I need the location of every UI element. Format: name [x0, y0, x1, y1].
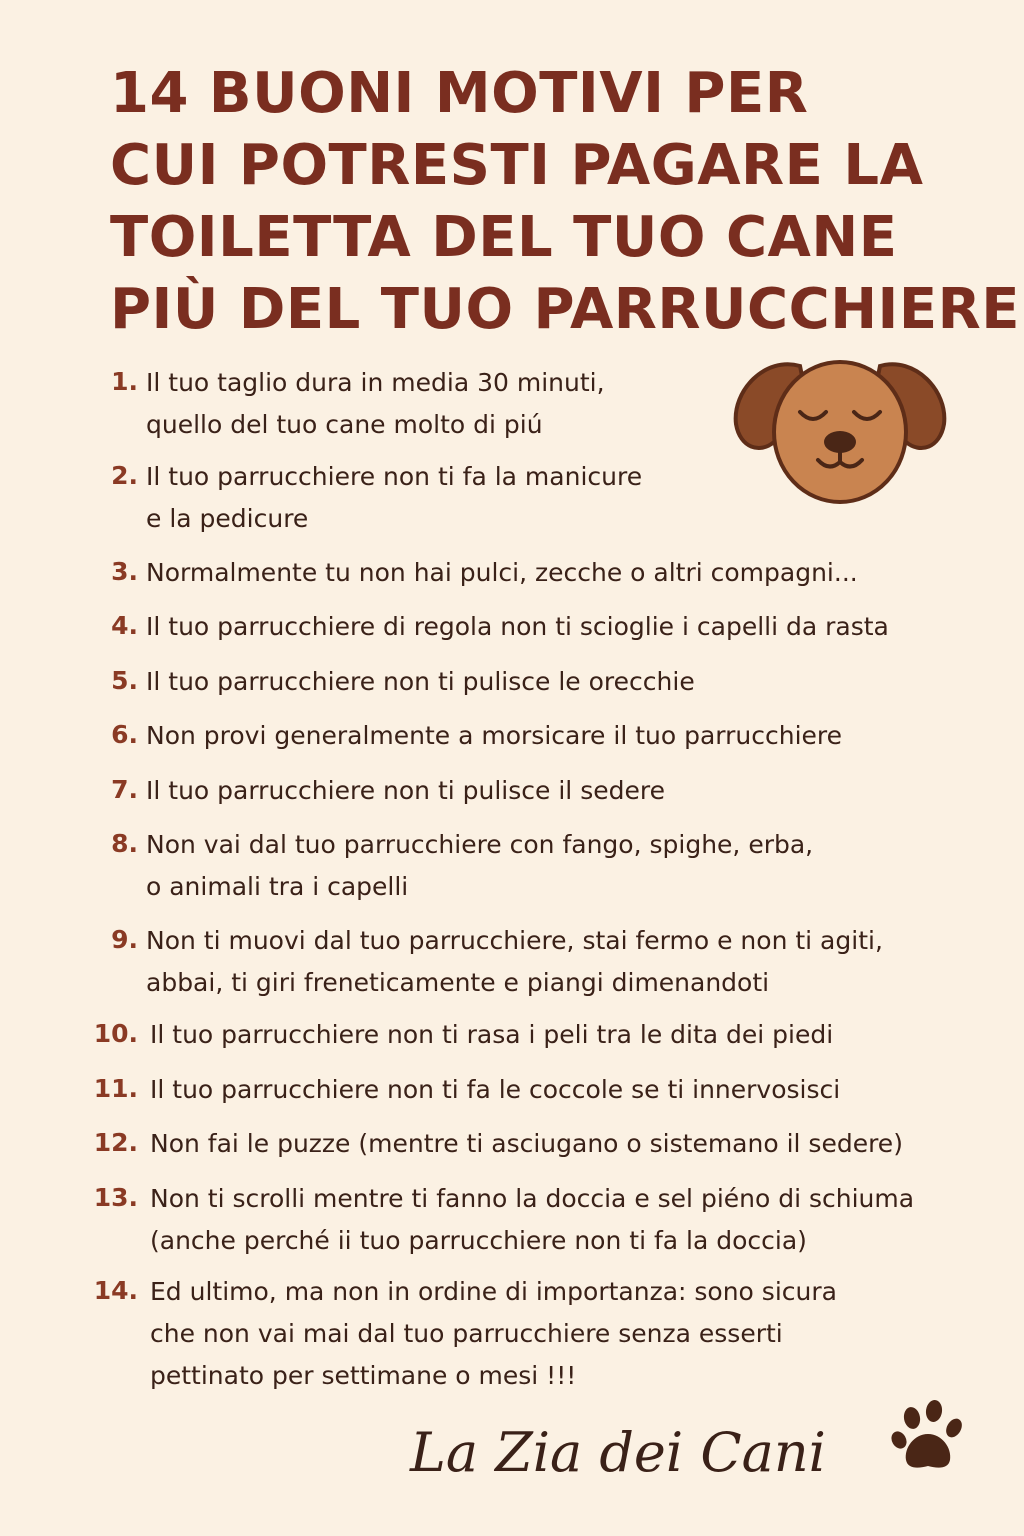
item-text: Non vai dal tuo parrucchiere con fango, spighe, erba, o animali tra i capelli	[146, 830, 814, 901]
item-text: Il tuo parrucchiere non ti rasa i peli tra le dita dei piedi	[150, 1020, 834, 1049]
item-text: Il tuo parrucchiere non ti pulisce il sedere	[146, 776, 665, 805]
item-text: Non fai le puzze (mentre ti asciugano o sistemano il sedere)	[150, 1129, 903, 1158]
item-number: 2.	[111, 461, 138, 490]
signature: La Zia dei Cani	[410, 1421, 826, 1484]
item-text: Normalmente tu non hai pulci, zecche o altri compagni...	[146, 558, 858, 587]
item-text: Il tuo parrucchiere non ti fa le coccole se ti innervosisci	[150, 1075, 841, 1104]
item-text: Non ti muovi dal tuo parrucchiere, stai fermo e non ti agiti, abbai, ti giri freneticamente e piangi dimenandoti	[146, 926, 883, 997]
item-number: 13.	[93, 1183, 138, 1212]
item-number: 10.	[93, 1019, 138, 1048]
item-number: 5.	[111, 666, 138, 695]
item-text: Non provi generalmente a morsicare il tuo parrucchiere	[146, 721, 843, 750]
item-number: 3.	[111, 557, 138, 586]
item-number: 6.	[111, 720, 138, 749]
item-text: Il tuo taglio dura in media 30 minuti, quello del tuo cane molto di piú	[146, 368, 605, 439]
title-line: CUI POTRESTI PAGARE LA	[110, 133, 924, 198]
item-number: 7.	[111, 775, 138, 804]
item-text: Il tuo parrucchiere non ti pulisce le orecchie	[146, 667, 695, 696]
item-text: Ed ultimo, ma non in ordine di importanza: sono sicura che non vai mai dal tuo parrucchiere senza esserti pettinato per settimane o mesi !!!	[150, 1277, 837, 1390]
item-number: 11.	[93, 1074, 138, 1103]
item-text: Non ti scrolli mentre ti fanno la doccia e sel piéno di schiuma (anche perché ii tuo parrucchiere non ti fa la doccia)	[150, 1184, 915, 1255]
title-line: 14 BUONI MOTIVI PER	[110, 61, 809, 126]
paw-print-icon	[890, 1398, 970, 1478]
title-line: PIÙ DEL TUO PARRUCCHIERE	[110, 277, 1021, 342]
title-line: TOILETTA DEL TUO CANE	[110, 205, 898, 270]
item-number: 1.	[111, 367, 138, 396]
item-number: 9.	[111, 925, 138, 954]
item-number: 8.	[111, 829, 138, 858]
item-text: Il tuo parrucchiere di regola non ti scioglie i capelli da rasta	[146, 612, 889, 641]
item-number: 12.	[93, 1128, 138, 1157]
item-number: 14.	[93, 1276, 138, 1305]
item-number: 4.	[111, 611, 138, 640]
item-text: Il tuo parrucchiere non ti fa la manicure e la pedicure	[146, 462, 643, 533]
